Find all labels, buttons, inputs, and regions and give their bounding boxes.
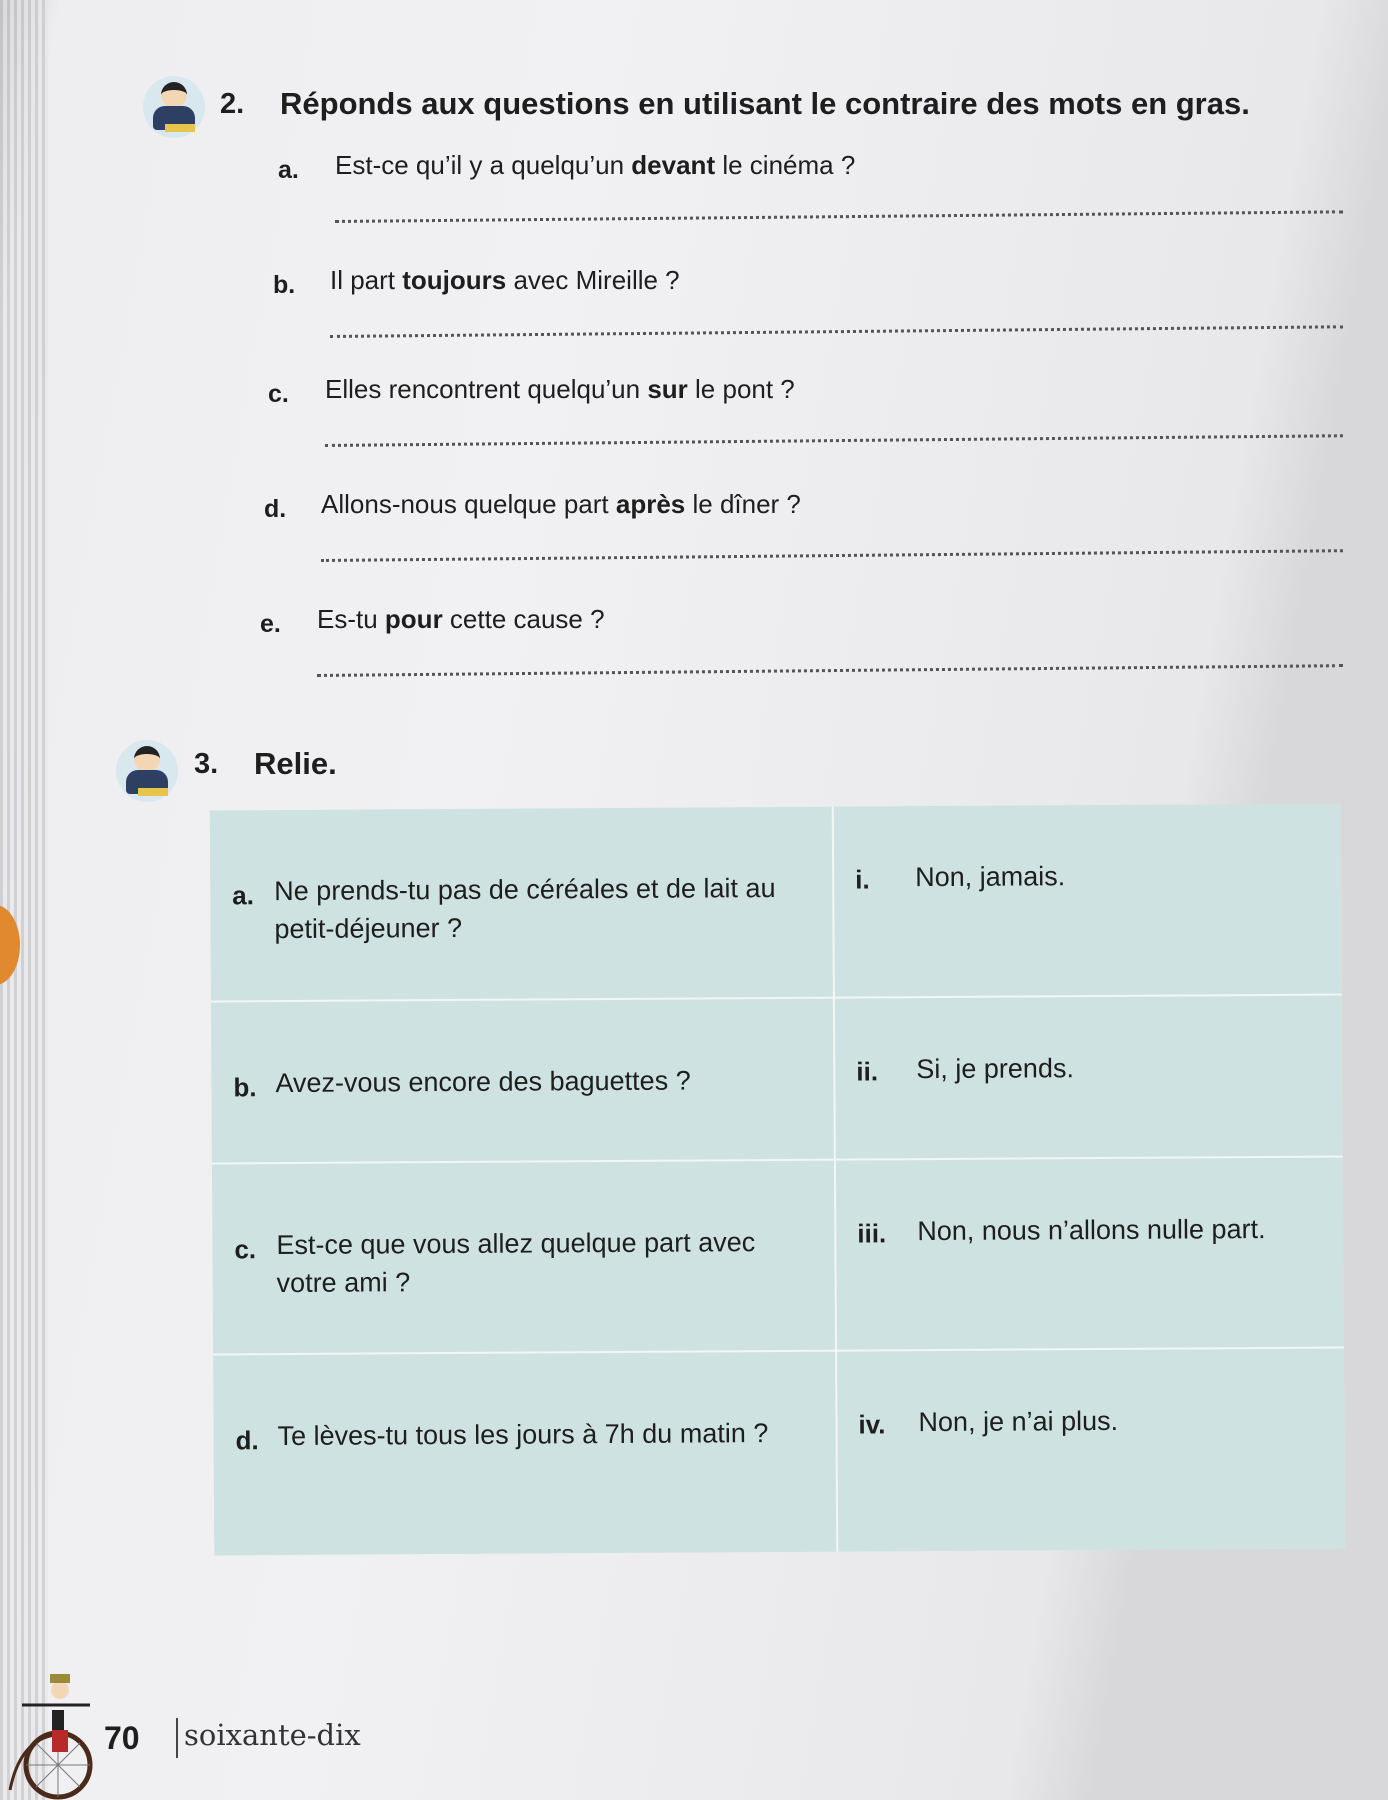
answer-line[interactable] [330,325,1343,338]
exercise-2-instruction: Réponds aux questions en utilisant le contraire des mots en gras. [280,86,1250,121]
question-text: Est-ce qu’il y a quelqu’un devant le cinéma ? [335,150,856,180]
question-label: d. [235,1425,259,1456]
answer-label: i. [855,864,870,895]
exercise-2-number: 2. [220,88,245,120]
question-text: Es-tu pour cette cause ? [317,604,605,634]
question-text: Te lèves-tu tous les jours à 7h du matin ? [277,1418,769,1452]
page-number-words: soixante-dix [184,1718,361,1752]
book-spine [0,0,48,1800]
answer-line[interactable] [317,664,1343,677]
table-row [211,994,1343,1165]
question-label: e. [260,610,281,638]
table-row [210,804,1342,1001]
question-label: a. [278,156,299,184]
answer-line[interactable] [335,210,1343,223]
question-label: a. [232,880,255,911]
exercise-3-instruction: Relie. [254,746,337,781]
page-number: 70 [104,1720,140,1756]
answer-label: ii. [856,1056,879,1087]
answer-text: Non, je n’ai plus. [918,1405,1119,1438]
matching-table [210,804,1346,1556]
question-text: Il part toujours avec Mireille ? [330,265,680,295]
cyclist-illustration-icon [0,1660,100,1800]
student-icon [143,76,205,138]
table-row [212,1156,1344,1356]
answer-label: iii. [857,1218,887,1249]
table-row [213,1347,1345,1558]
answer-text: Si, je prends. [916,1053,1075,1085]
answer-line[interactable] [325,434,1343,447]
student-icon [116,740,178,802]
question-label: b. [233,1072,257,1103]
answer-line[interactable] [321,549,1343,562]
answer-label: iv. [858,1409,886,1440]
question-text: Ne prends-tu pas de céréales et de lait au petit-déjeuner ? [274,873,776,945]
exercise-3-number: 3. [194,748,219,780]
question-text: Avez-vous encore des baguettes ? [275,1065,691,1099]
question-text: Est-ce que vous allez quelque part avec votre ami ? [276,1227,756,1299]
question-label: b. [273,271,296,299]
answer-text: Non, nous n’allons nulle part. [917,1214,1266,1247]
question-text: Elles rencontrent quelqu’un sur le pont ? [325,374,795,404]
question-label: c. [268,380,289,408]
footer-divider [176,1718,178,1758]
answer-text: Non, jamais. [915,861,1066,893]
question-label: c. [234,1234,257,1265]
question-text: Allons-nous quelque part après le dîner ? [321,489,801,519]
question-label: d. [264,495,287,523]
